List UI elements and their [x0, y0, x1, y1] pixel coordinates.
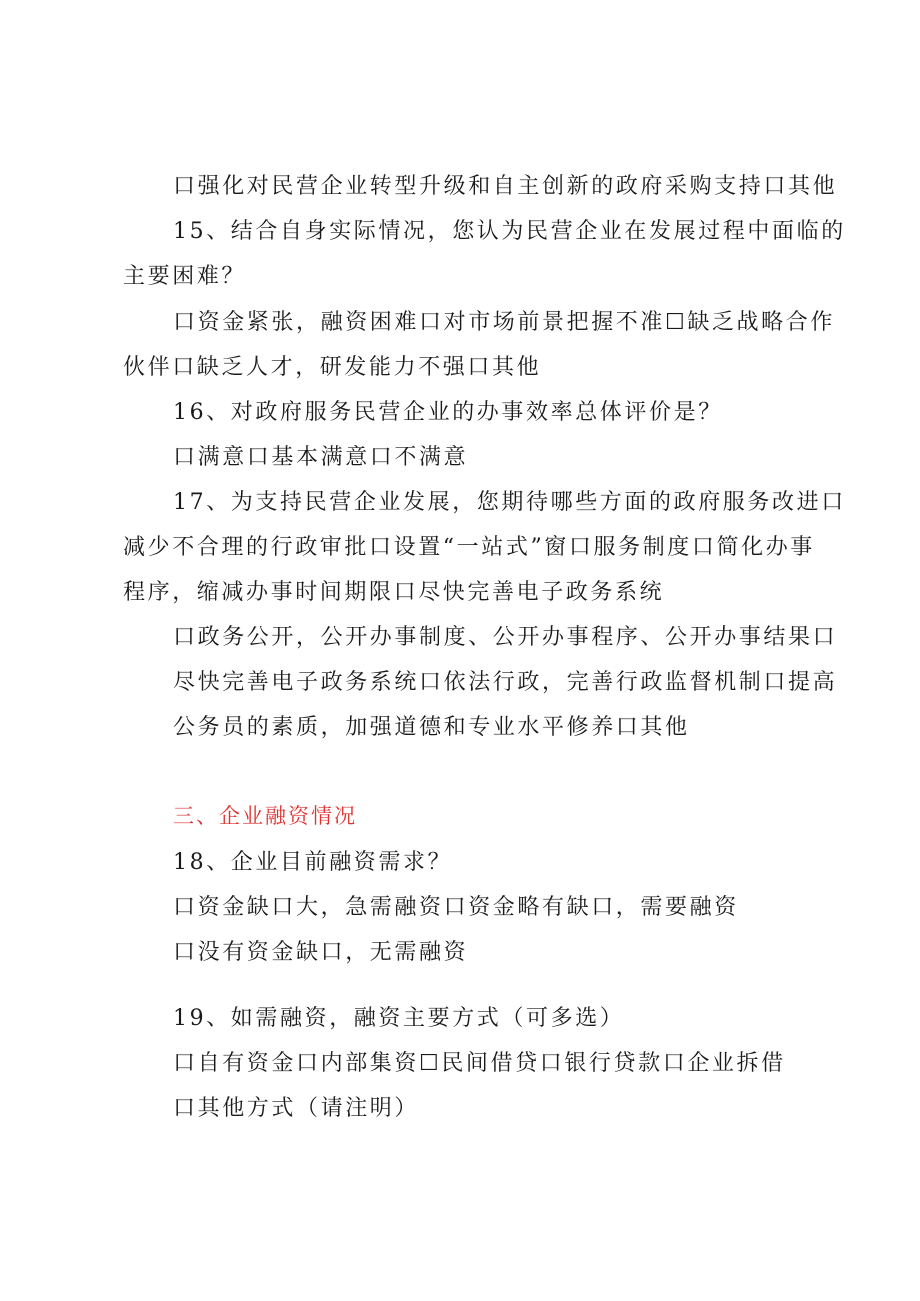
q16-options: 口满意口基本满意口不满意 — [173, 445, 469, 470]
q17-options-3: 口政务公开，公开办事制度、公开办事程序、公开办事结果口 — [173, 625, 838, 650]
q16-question: 16、对政府服务民营企业的办事效率总体评价是？ — [173, 400, 723, 425]
q17-options-4: 尽快完善电子政务系统口依法行政，完善行政监督机制口提高 — [173, 670, 838, 695]
q18-options-1: 口资金缺口大，急需融资口资金略有缺口，需要融资 — [173, 895, 739, 920]
q17-options-1: 减少不合理的行政审批口设置“一站式”窗口服务制度口简化办事 — [123, 535, 815, 560]
q17-question: 17、为支持民营企业发展，您期待哪些方面的政府服务改进口 — [173, 490, 846, 515]
q14-option-line-end: 口强化对民营企业转型升级和自主创新的政府采购支持口其他 — [173, 174, 838, 199]
q17-options-5: 公务员的素质，加强道德和专业水平修养口其他 — [173, 715, 690, 740]
q17-options-2: 程序，缩减办事时间期限口尽快完善电子政务系统 — [123, 580, 665, 605]
q15-options: 口资金紧张，融资困难口对市场前景把握不准☐缺乏战略合作 — [173, 310, 835, 335]
q18-options-2: 口没有资金缺口，无需融资 — [173, 940, 469, 965]
q19-question: 19、如需融资，融资主要方式（可多选） — [173, 1006, 625, 1031]
q15-question: 15、结合自身实际情况，您认为民营企业在发展过程中面临的 — [173, 219, 846, 244]
q19-options-1: 口自有资金口内部集资☐民间借贷口银行贷款口企业拆借 — [173, 1051, 786, 1076]
q15-question-cont: 主要困难？ — [123, 264, 247, 289]
q19-options-2: 口其他方式（请注明） — [173, 1096, 420, 1121]
q15-options-cont: 伙伴口缺乏人才，研发能力不强口其他 — [123, 355, 542, 380]
q18-question: 18、企业目前融资需求？ — [173, 850, 453, 875]
section-heading-financing: 三、企业融资情况 — [173, 804, 357, 828]
